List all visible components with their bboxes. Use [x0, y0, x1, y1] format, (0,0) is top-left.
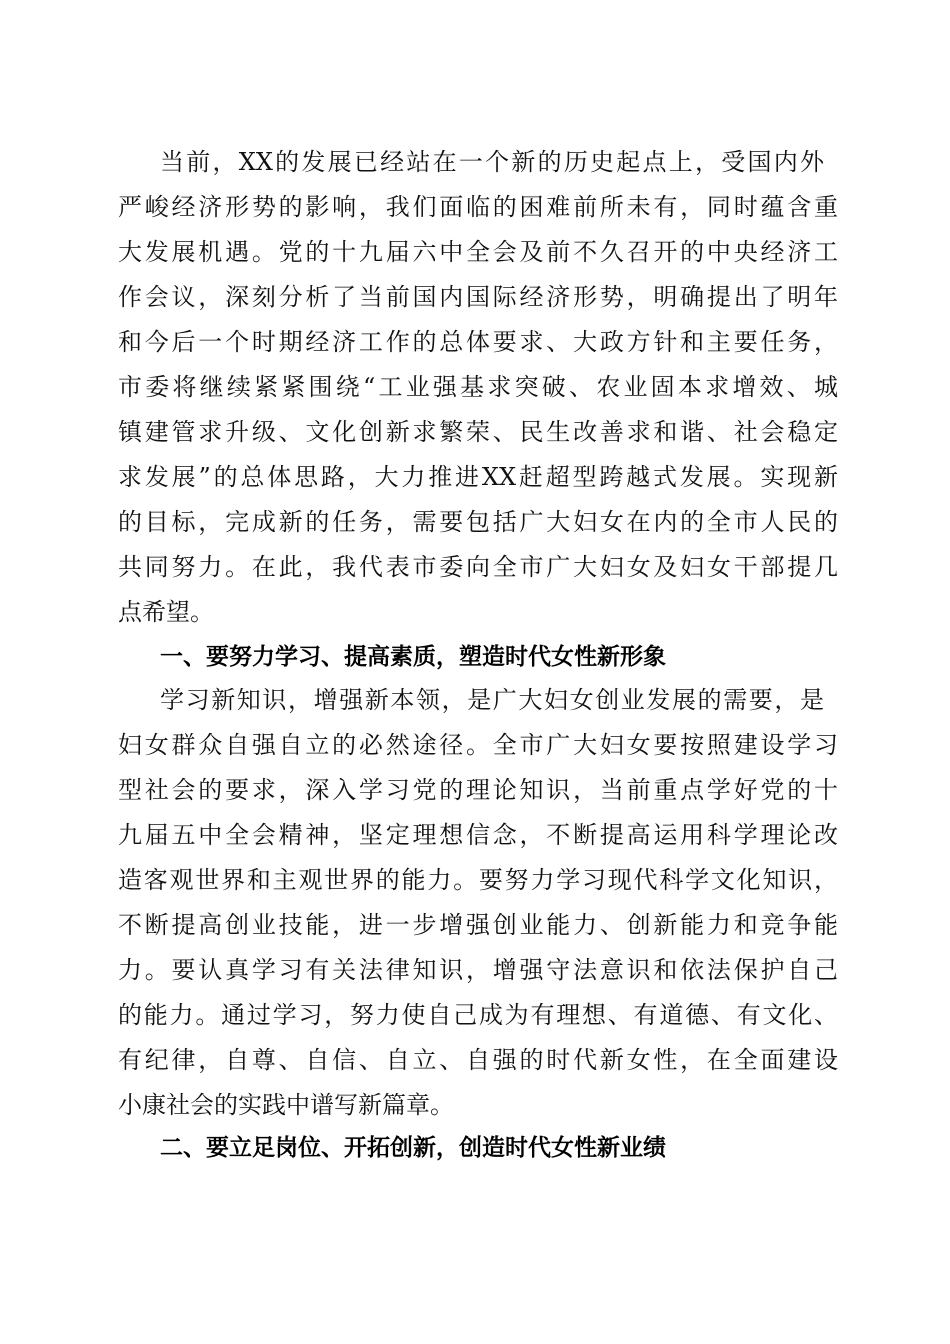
section-heading-1: 一、要努力学习、提高素质，塑造时代女性新形象: [160, 644, 666, 670]
section-heading-2: 二、要立足岗位、开拓创新，创造时代女性新业绩: [160, 1135, 666, 1161]
paragraph-2-line-7: 力。要认真学习有关法律知识，增强守法意识和依法保护自己: [118, 956, 838, 984]
paragraph-1-line-2: 严峻经济形势的影响，我们面临的困难前所未有，同时蕴含重: [118, 193, 838, 221]
paragraph-2-line-1: 学习新知识，增强新本领，是广大妇女创业发展的需要，是: [160, 686, 824, 714]
paragraph-2-line-3: 型社会的要求，深入学习党的理论知识，当前重点学好党的十: [118, 776, 838, 804]
paragraph-1-line-4: 作会议，深刻分析了当前国内国际经济形势，明确提出了明年: [118, 283, 838, 311]
paragraph-1-line-3: 大发展机遇。党的十九届六中全会及前不久召开的中央经济工: [118, 238, 838, 266]
paragraph-1-line-7: 镇建管求升级、文化创新求繁荣、民生改善求和谐、社会稳定: [118, 418, 838, 446]
paragraph-2-line-4: 九届五中全会精神，坚定理想信念，不断提高运用科学理论改: [118, 821, 838, 849]
paragraph-2-line-9: 有纪律，自尊、自信、自立、自强的时代新女性，在全面建设: [118, 1046, 838, 1074]
paragraph-2-line-6: 不断提高创业技能，进一步增强创业能力、创新能力和竞争能: [118, 911, 838, 939]
paragraph-2-line-5: 造客观世界和主观世界的能力。要努力学习现代科学文化知识，: [118, 866, 838, 894]
paragraph-2-line-2: 妇女群众自强自立的必然途径。全市广大妇女要按照建设学习: [118, 731, 838, 759]
paragraph-1-line-10: 共同努力。在此，我代表市委向全市广大妇女及妇女干部提几: [118, 553, 838, 581]
paragraph-1-line-5: 和今后一个时期经济工作的总体要求、大政方针和主要任务，: [118, 328, 838, 356]
paragraph-2-line-8: 的能力。通过学习，努力使自己成为有理想、有道德、有文化、: [118, 1001, 838, 1029]
paragraph-1-line-9: 的目标，完成新的任务，需要包括广大妇女在内的全市人民的: [118, 508, 838, 536]
paragraph-1-line-8: 求发展”的总体思路，大力推进XX赶超型跨越式发展。实现新: [118, 463, 838, 491]
paragraph-1-line-6: 市委将继续紧紧围绕“工业强基求突破、农业固本求增效、城: [118, 373, 838, 401]
paragraph-1-line-1: 当前，XX的发展已经站在一个新的历史起点上，受国内外: [160, 148, 824, 176]
paragraph-1-line-11: 点希望。: [118, 598, 214, 626]
paragraph-2-line-10: 小康社会的实践中谱写新篇章。: [118, 1091, 454, 1119]
